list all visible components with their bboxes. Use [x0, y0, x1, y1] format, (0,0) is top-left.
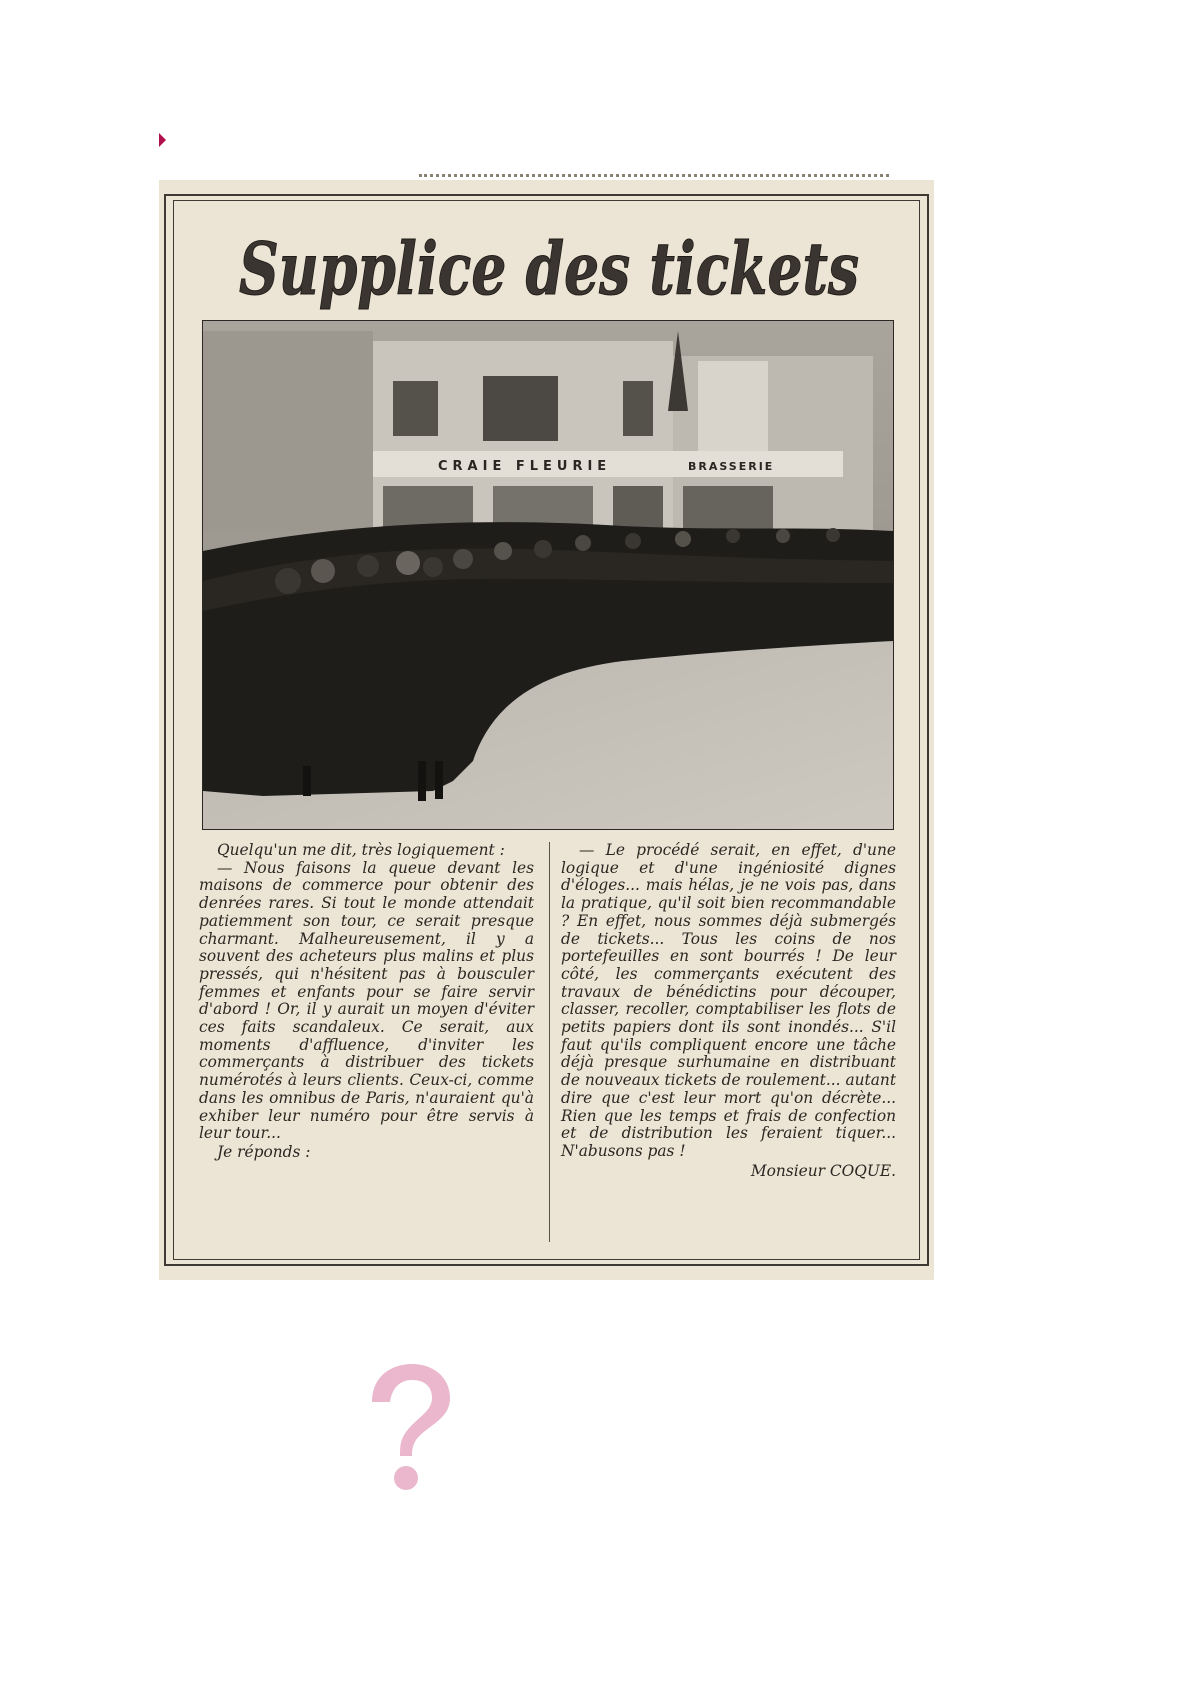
question-mark-icon — [360, 1360, 455, 1495]
left-column — [199, 842, 534, 1162]
left-paragraph-3: Je réponds : — [217, 1142, 311, 1161]
column-divider — [549, 842, 550, 1242]
article-body — [199, 842, 895, 1242]
shop-sign-left: CRAIE FLEURIE — [438, 459, 612, 474]
headline-text: Supplice des tickets — [239, 226, 859, 311]
right-paragraph-1: — Le procédé serait, en effet, d'une logique et d'une ingéniosité dignes d'éloges... mais hélas, je ne vois pas, dans la pratique, qu'il soit bien recommandable ? En effet, nous sommes déjà submergés de tickets... Tous les coins de nos portefeuilles en sont bourrés ! De leur côté, les commerçants exécutent des travaux de bénédictins pour découper, classer, recoller, comptabiliser les flots de petits papiers dont ils sont inondés... S'il faut qu'ils compliquent encore une tâche déjà presque surhumaine en distribuant de nouveaux tickets de roulement... autant dire que c'est leur mort qu'on décrète... Rien que les temps et frais de confection et de distribution les feraient tiquer... N'abusons pas ! — [561, 841, 896, 1160]
headline — [199, 208, 899, 318]
newspaper-clipping — [159, 180, 934, 1280]
dotted-rule — [419, 174, 889, 181]
left-paragraph-1: Quelqu'un me dit, très logiquement : — [217, 841, 505, 859]
right-column — [561, 842, 896, 1180]
bookmark-arrow-icon — [159, 133, 166, 147]
signature: Monsieur COQUE. — [750, 1161, 896, 1180]
left-paragraph-2: — Nous faisons la queue devant les maisons de commerce pour obtenir des denrées rares. Si tout le monde attendait patiemment son tour, ce serait presque charmant. Malheureusement, il y a souvent des acheteurs plus malins et plus pressés, qui n'hésitent pas à bousculer femmes et enfants pour se faire servir d'abord ! Or, il y aurait un moyen d'éviter ces faits scandaleux. Ce serait, aux moments d'affluence, d'inviter les commerçants à distribuer des tickets numérotés à leurs clients. Ceux-ci, comme dans les omnibus de Paris, n'auraient qu'à exhiber leur numéro pour être servis à leur tour... — [199, 858, 534, 1143]
shop-sign-right: BRASSERIE — [688, 460, 775, 473]
queue-photograph — [202, 320, 894, 830]
